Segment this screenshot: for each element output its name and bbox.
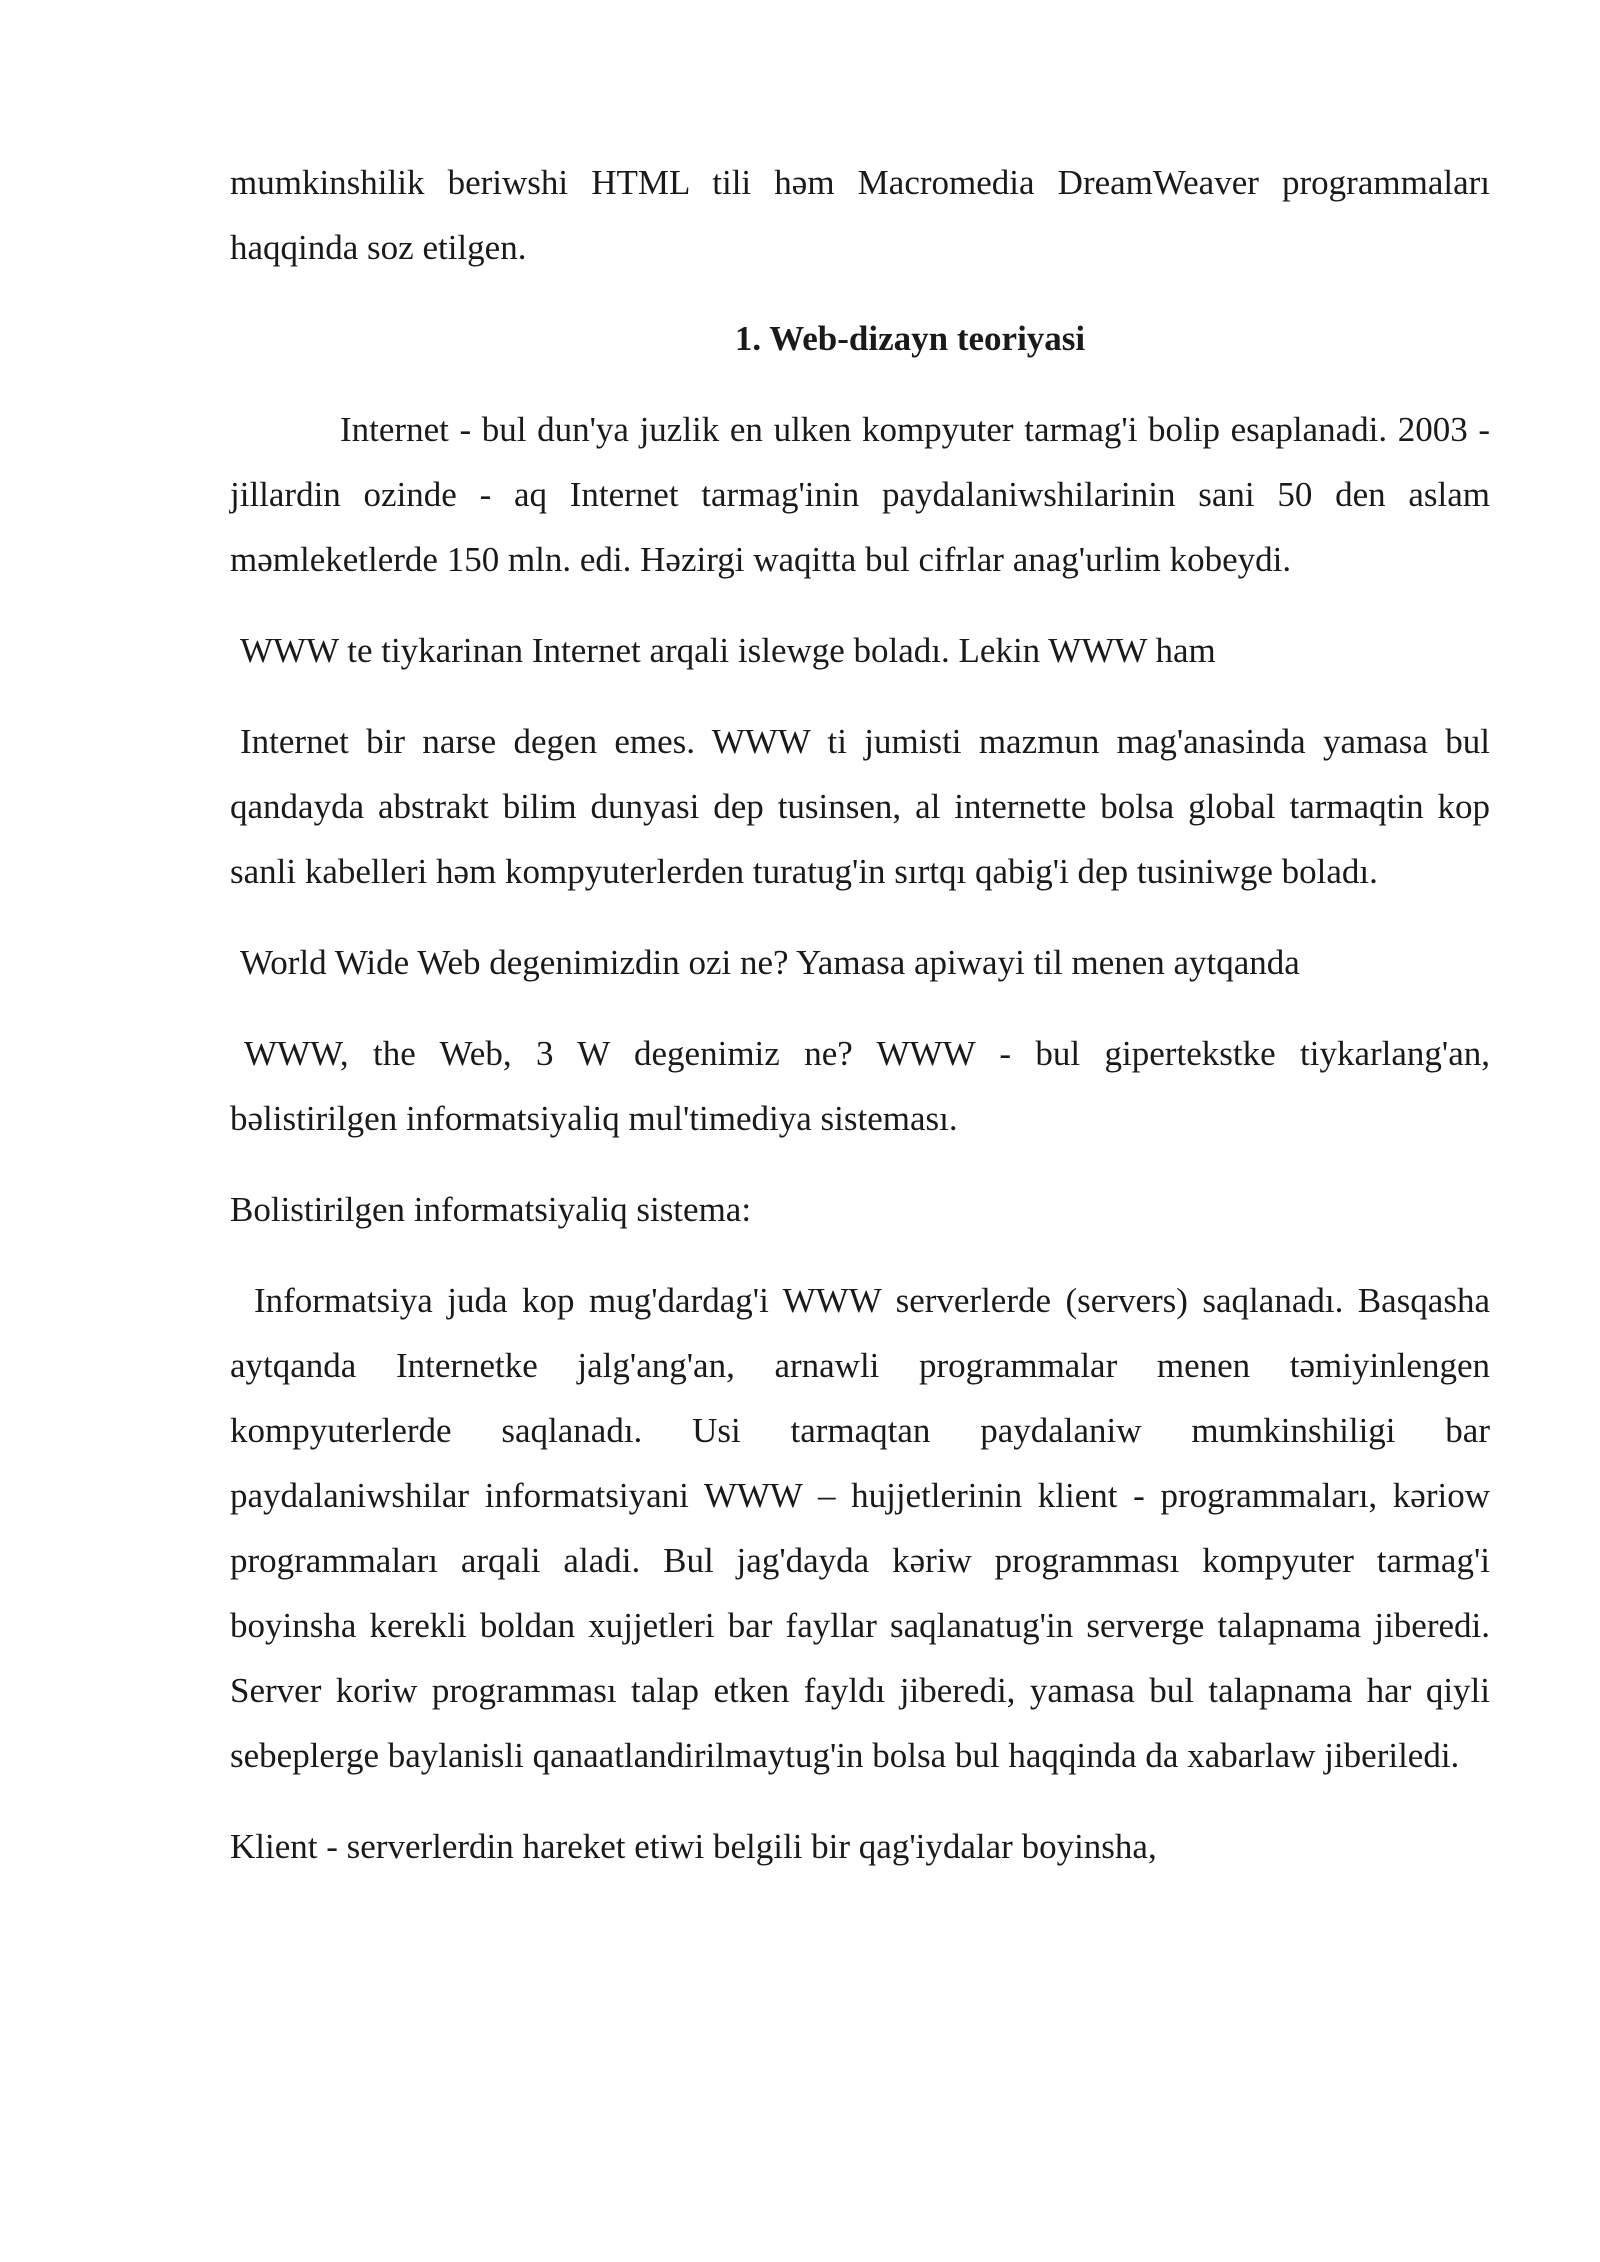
section-heading: 1. Web-dizayn teoriyasi [734,319,1086,358]
document-page [230,150,1490,1879]
paragraph-client-server: Klient - serverlerdin hareket etiwi belgili bir qag'iydalar boyinsha, [230,1827,1157,1866]
paragraph-world-wide-web-question: World Wide Web degenimizdin ozi ne? Yamasa apiwayi til menen aytqanda [240,943,1300,982]
paragraph-www-meaning: Internet bir narse degen emes. WWW ti jumisti mazmun mag'anasinda yamasa bul qandayda abstrakt bilim dunyasi dep tusinsen, al internette bolsa global tarmaqtin kop sanli kabelleri həm kompyuterlerden turatug'in sırtqı qabig'i dep tusiniwge boladı. [230,722,1490,891]
paragraph-servers: Informatsiya juda kop mug'dardag'i WWW serverlerde (servers) saqlanadı. Basqasha aytqanda Internetke jalg'ang'an, arnawli programmalar menen təmiyinlengen kompyuterlerde saqlanadı. Usi tarmaqtan paydalaniw mumkinshiligi bar paydalaniwshilar informatsiyani WWW – hujjetlerinin klient - programmaları, kəriow programmaları arqali aladi. Bul jag'dayda kəriw programması kompyuter tarmag'i boyinsha kerekli boldan xujjetleri bar fayllar saqlanatug'in serverge talapnama jiberedi. Server koriw programması talap etken fayldı jiberedi, yamasa bul talapnama har qiyli sebeplerge baylanisli qanaatlandirilmaytug'in bolsa bul haqqinda da xabarlaw jiberiledi. [230,1281,1490,1775]
paragraph-www-intro: WWW te tiykarinan Internet arqali islewge boladı. Lekin WWW ham [240,631,1216,670]
paragraph-internet: Internet - bul dun'ya juzlik en ulken kompyuter tarmag'i bolip esaplanadi. 2003 - jillardin ozinde - aq Internet tarmag'inin paydalaniwshilarinin sani 50 den aslam məmleketlerde 150 mln. edi. Həzirgi waqitta bul cifrlar anag'urlim kobeydi. [230,410,1490,579]
paragraph-distributed-system-label: Bolistirilgen informatsiyaliq sistema: [230,1190,752,1229]
paragraph-intro-continuation: mumkinshilik beriwshi HTML tili həm Macromedia DreamWeaver programmaları haqqinda soz etilgen. [230,163,1490,267]
paragraph-www-definition: WWW, the Web, 3 W degenimiz ne? WWW - bul gipertekstke tiykarlang'an, bəlistirilgen informatsiyaliq mul'timediya sisteması. [230,1034,1490,1138]
